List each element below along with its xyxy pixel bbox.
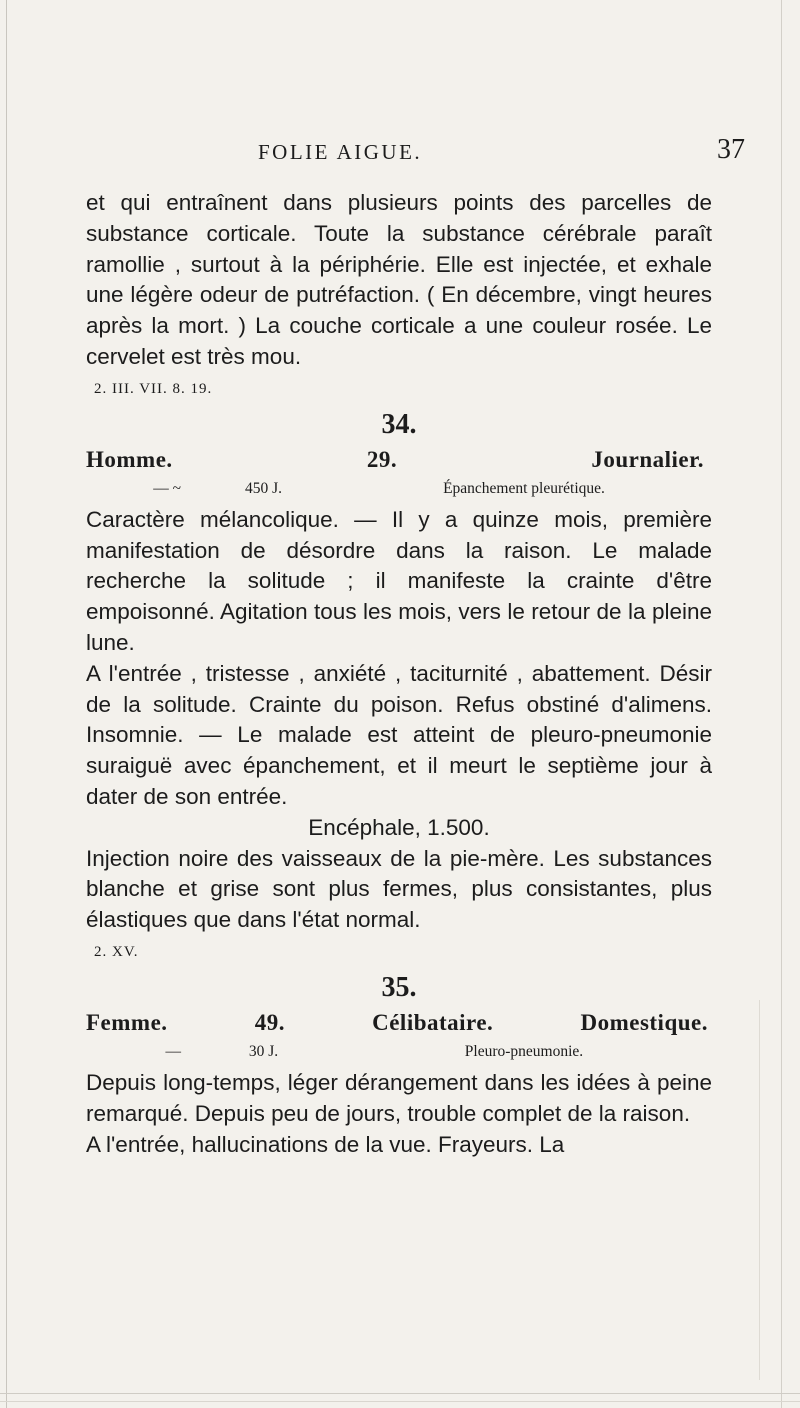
case-34-paragraph-2: A l'entrée , tristesse , anxiété , taciturnité , abattement. Désir de la solitude. Crainte du poison. Refus obstiné d'alimens. Insomnie. — Le malade est atteint de pleuro-pneumonie suraiguë avec épanchement, et il meurt le septième jour à dater de son entrée. (86, 660, 712, 809)
running-title: FOLIE AIGUE. (258, 140, 423, 164)
case-34-dash: — ~ (153, 479, 181, 497)
case-34-number: 34. (381, 408, 417, 440)
page-body (86, 188, 712, 1160)
case-35-duration: 30 J. (248, 1042, 279, 1060)
case-35-profession: Domestique. (580, 1009, 708, 1035)
intro-reference: 2. III. VII. 8. 19. (94, 380, 213, 397)
scan-edge-bottom (0, 1393, 800, 1394)
intro-paragraph: et qui entraînent dans plusieurs points des parcelles de substance corticale. Toute la substance cérébrale paraît ramollie , surtout à la périphérie. Elle est injectée, et exhale une légère odeur de putréfaction. ( En décembre, vingt heures après la mort. ) La couche corticale a une couleur rosée. Le cervelet est très mou. (86, 190, 712, 369)
case-34-subheader (86, 475, 712, 503)
case-34-sex: Homme. (86, 446, 173, 472)
case-35-dash: — (165, 1042, 181, 1060)
scan-edge-bottom-outer (0, 1401, 800, 1402)
case-35-diagnosis: Pleuro-pneumonie. (464, 1042, 584, 1060)
case-34-age: 29. (366, 446, 398, 472)
case-35-paragraph-2: A l'entrée, hallucinations de la vue. Frayeurs. La (86, 1131, 565, 1157)
case-35-number: 35. (381, 971, 417, 1003)
case-34-diagnosis: Épanchement pleurétique. (443, 479, 605, 497)
case-34-paragraph-3: Injection noire des vaisseaux de la pie-mère. Les substances blanche et grise sont plus fermes, plus consistantes, plus élastiques que dans l'état normal. (86, 845, 712, 933)
case-35-sex: Femme. (86, 1009, 168, 1035)
scan-edge-right (781, 0, 782, 1408)
case-34-paragraph-1: Caractère mélancolique. — Il y a quinze mois, première manifestation de désordre dans la raison. Le malade recherche la solitude ; il manifeste la crainte d'être empoisonné. Agitation tous les mois, vers le retour de la pleine lune. (86, 506, 712, 655)
scan-edge-right-inner (759, 1000, 760, 1380)
scan-edge-left (6, 0, 7, 1408)
case-35-subheader (86, 1038, 712, 1066)
case-34-header (86, 445, 712, 475)
case-35-age: 49. (254, 1009, 285, 1035)
case-34-encephale: Encéphale, 1.500. (308, 814, 490, 840)
page-header (0, 134, 800, 180)
case-35-paragraph-1: Depuis long-temps, léger dérangement dans les idées à peine remarqué. Depuis peu de jours, trouble complet de la raison. (86, 1069, 712, 1126)
case-35-status: Célibataire. (372, 1009, 494, 1035)
case-35-header (86, 1008, 712, 1038)
page-number: 37 (717, 134, 745, 165)
case-34-duration: 450 J. (244, 479, 283, 497)
case-34-profession: Journalier. (591, 446, 704, 472)
case-34-reference: 2. XV. (94, 943, 139, 960)
